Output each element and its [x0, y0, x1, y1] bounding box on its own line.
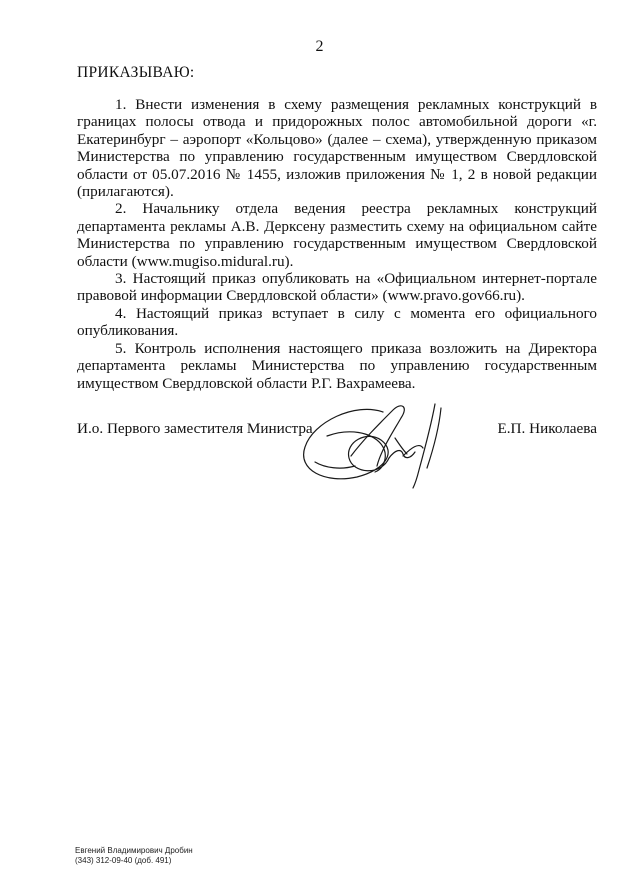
order-item-3: 3. Настоящий приказ опубликовать на «Официальном интернет-портале правовой информации Свердловской области» (www.pravo.gov66.ru). [77, 270, 597, 305]
order-item-1: 1. Внести изменения в схему размещения рекламных конструкций в границах полосы отвода и придорожных полос автомобильной дороги «г. Екатеринбург – аэропорт «Кольцово» (далее – схема), утвержденную приказом Министерства по управлению государственным имуществом Свердловской области от 05.07.2016 № 1455, изложив приложения № 1, 2 в новой редакции (прилагаются). [77, 96, 597, 201]
order-item-5: 5. Контроль исполнения настоящего приказа возложить на Директора департамента рекламы Министерства по управлению государственным имуществом Свердловской области Р.Г. Вахрамеева. [77, 339, 597, 392]
executor-footer [75, 846, 193, 866]
order-heading: ПРИКАЗЫВАЮ: [77, 64, 195, 81]
order-body [77, 96, 597, 392]
executor-name: Евгений Владимирович Дробин [75, 846, 193, 855]
handwritten-signature [285, 392, 475, 492]
signer-name: Е.П. Николаева [497, 420, 597, 437]
executor-phone: (343) 312-09-40 (доб. 491) [75, 856, 172, 865]
page-number: 2 [315, 38, 324, 55]
order-item-2: 2. Начальнику отдела ведения реестра рекламных конструкций департамента рекламы А.В. Дерксену разместить схему на официальном сайте Министерства по управлению государственным имуществом Свердловской области (www.mugiso.midural.ru). [77, 200, 597, 270]
order-item-4: 4. Настоящий приказ вступает в силу с момента его официального опубликования. [77, 304, 597, 340]
signer-title: И.о. Первого заместителя Министра [77, 420, 313, 437]
